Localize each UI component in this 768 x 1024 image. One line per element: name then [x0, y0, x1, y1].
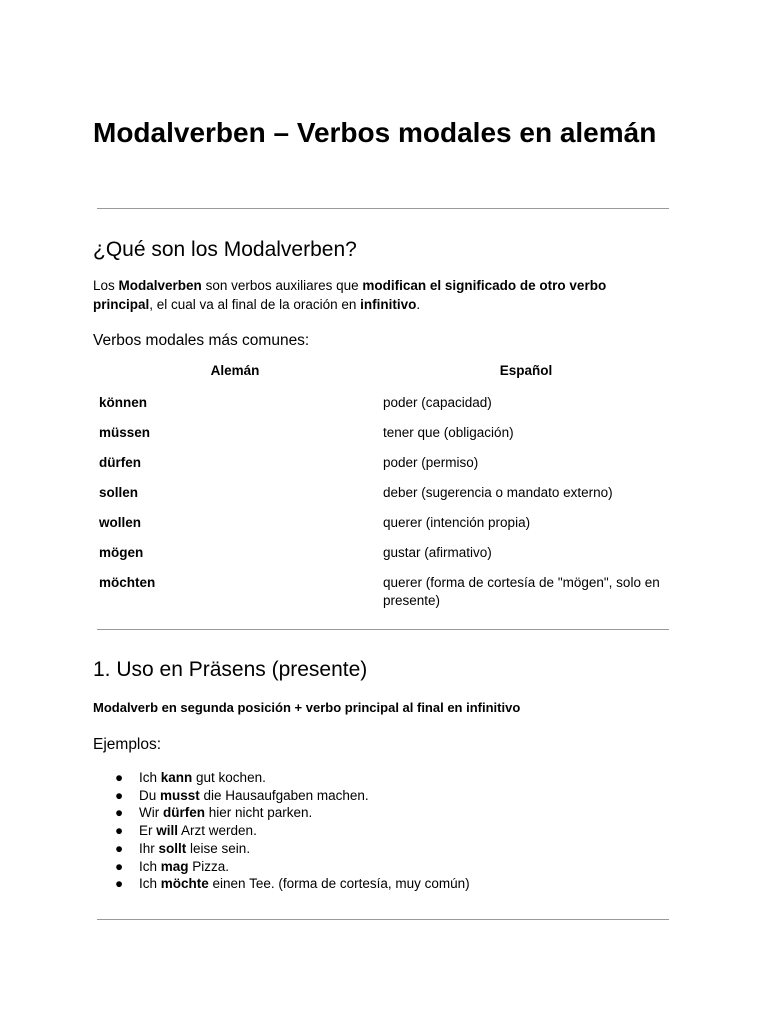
- common-verbs-heading: Verbos modales más comunes:: [93, 332, 310, 349]
- horizontal-rule: [97, 208, 669, 209]
- example-text-before: Er: [139, 823, 157, 839]
- bullet-icon: ●: [115, 858, 124, 874]
- bullet-icon: ●: [115, 823, 124, 839]
- spanish-meaning-cell: tener que (obligación): [382, 425, 514, 440]
- section-heading-present: 1. Uso en Präsens (presente): [93, 658, 368, 681]
- example-modal-verb: musst: [160, 787, 200, 803]
- table-header-row: [93, 360, 675, 390]
- spanish-meaning-cell: poder (permiso): [382, 455, 479, 470]
- example-modal-verb: kann: [160, 770, 193, 785]
- horizontal-rule: [97, 919, 669, 920]
- spanish-meaning-cell: poder (capacidad): [382, 395, 492, 410]
- list-item: [93, 822, 470, 840]
- table-row: [93, 450, 675, 480]
- table-row: [93, 390, 675, 420]
- german-verb-cell: können: [99, 395, 148, 410]
- list-item: [93, 840, 470, 858]
- example-text-before: Ich: [139, 876, 161, 892]
- german-verb-cell: dürfen: [99, 455, 141, 470]
- intro-text-3: , el cual va al final de la oración en: [149, 296, 361, 312]
- example-text-after: die Hausaufgaben machen.: [199, 787, 369, 803]
- column-header-spanish: Español: [499, 363, 553, 378]
- example-text-after: hier nicht parken.: [205, 805, 313, 821]
- example-modal-verb: dürfen: [163, 805, 205, 821]
- modal-verbs-table: [93, 360, 675, 618]
- example-text-after: Pizza.: [188, 858, 230, 874]
- spanish-meaning-cell: gustar (afirmativo): [382, 545, 492, 560]
- table-row: [93, 540, 675, 570]
- intro-bold-modify: modifican el significado de otro verbo principal: [93, 278, 607, 312]
- example-text-after: leise sein.: [186, 840, 251, 856]
- spanish-meaning-cell: querer (intención propia): [382, 515, 531, 530]
- intro-bold-modalverben: Modalverben: [118, 278, 202, 293]
- example-text-before: Ich: [139, 858, 161, 874]
- german-verb-cell: sollen: [99, 485, 139, 500]
- example-text-before: Ich: [139, 770, 161, 785]
- intro-text-2: son verbos auxiliares que: [201, 278, 363, 293]
- examples-list: [93, 769, 470, 893]
- intro-text-4: .: [416, 296, 421, 312]
- example-text-after: einen Tee. (forma de cortesía, muy común): [208, 876, 470, 892]
- example-text-after: gut kochen.: [192, 770, 266, 785]
- example-text-before: Wir: [139, 805, 163, 821]
- spanish-meaning-cell: querer (forma de cortesía de "mögen", solo en presente): [382, 575, 660, 608]
- intro-bold-infinitive: infinitivo: [360, 296, 417, 312]
- bullet-icon: ●: [115, 876, 124, 892]
- intro-text-1: Los: [93, 278, 119, 293]
- section-heading-intro: ¿Qué son los Modalverben?: [93, 238, 357, 261]
- example-modal-verb: will: [156, 823, 179, 839]
- column-header-german: Alemán: [210, 363, 260, 378]
- example-modal-verb: möchte: [160, 876, 209, 892]
- example-modal-verb: mag: [160, 858, 189, 874]
- example-text-before: Du: [139, 787, 161, 803]
- german-verb-cell: wollen: [99, 515, 142, 530]
- horizontal-rule: [97, 629, 669, 630]
- table-row: [93, 420, 675, 450]
- document-title: Modalverben – Verbos modales en alemán: [93, 117, 657, 148]
- spanish-meaning-cell: deber (sugerencia o mandato externo): [382, 485, 613, 500]
- bullet-icon: ●: [115, 805, 124, 821]
- word-order-rule: Modalverb en segunda posición + verbo principal al final en infinitivo: [93, 700, 521, 715]
- list-item: [93, 769, 470, 787]
- example-text-before: Ihr: [139, 840, 159, 856]
- table-row: [93, 570, 675, 618]
- german-verb-cell: möchten: [99, 575, 156, 590]
- example-text-after: Arzt werden.: [178, 823, 257, 839]
- german-verb-cell: mögen: [99, 545, 144, 560]
- intro-paragraph: [93, 277, 653, 314]
- bullet-icon: ●: [115, 840, 124, 856]
- examples-heading: Ejemplos:: [93, 736, 162, 753]
- german-verb-cell: müssen: [99, 425, 151, 440]
- list-item: [93, 787, 470, 805]
- list-item: [93, 804, 470, 822]
- table-row: [93, 480, 675, 510]
- list-item: [93, 858, 470, 876]
- table-row: [93, 510, 675, 540]
- example-modal-verb: sollt: [158, 840, 187, 856]
- bullet-icon: ●: [115, 770, 124, 785]
- bullet-icon: ●: [115, 787, 124, 803]
- list-item: [93, 875, 470, 893]
